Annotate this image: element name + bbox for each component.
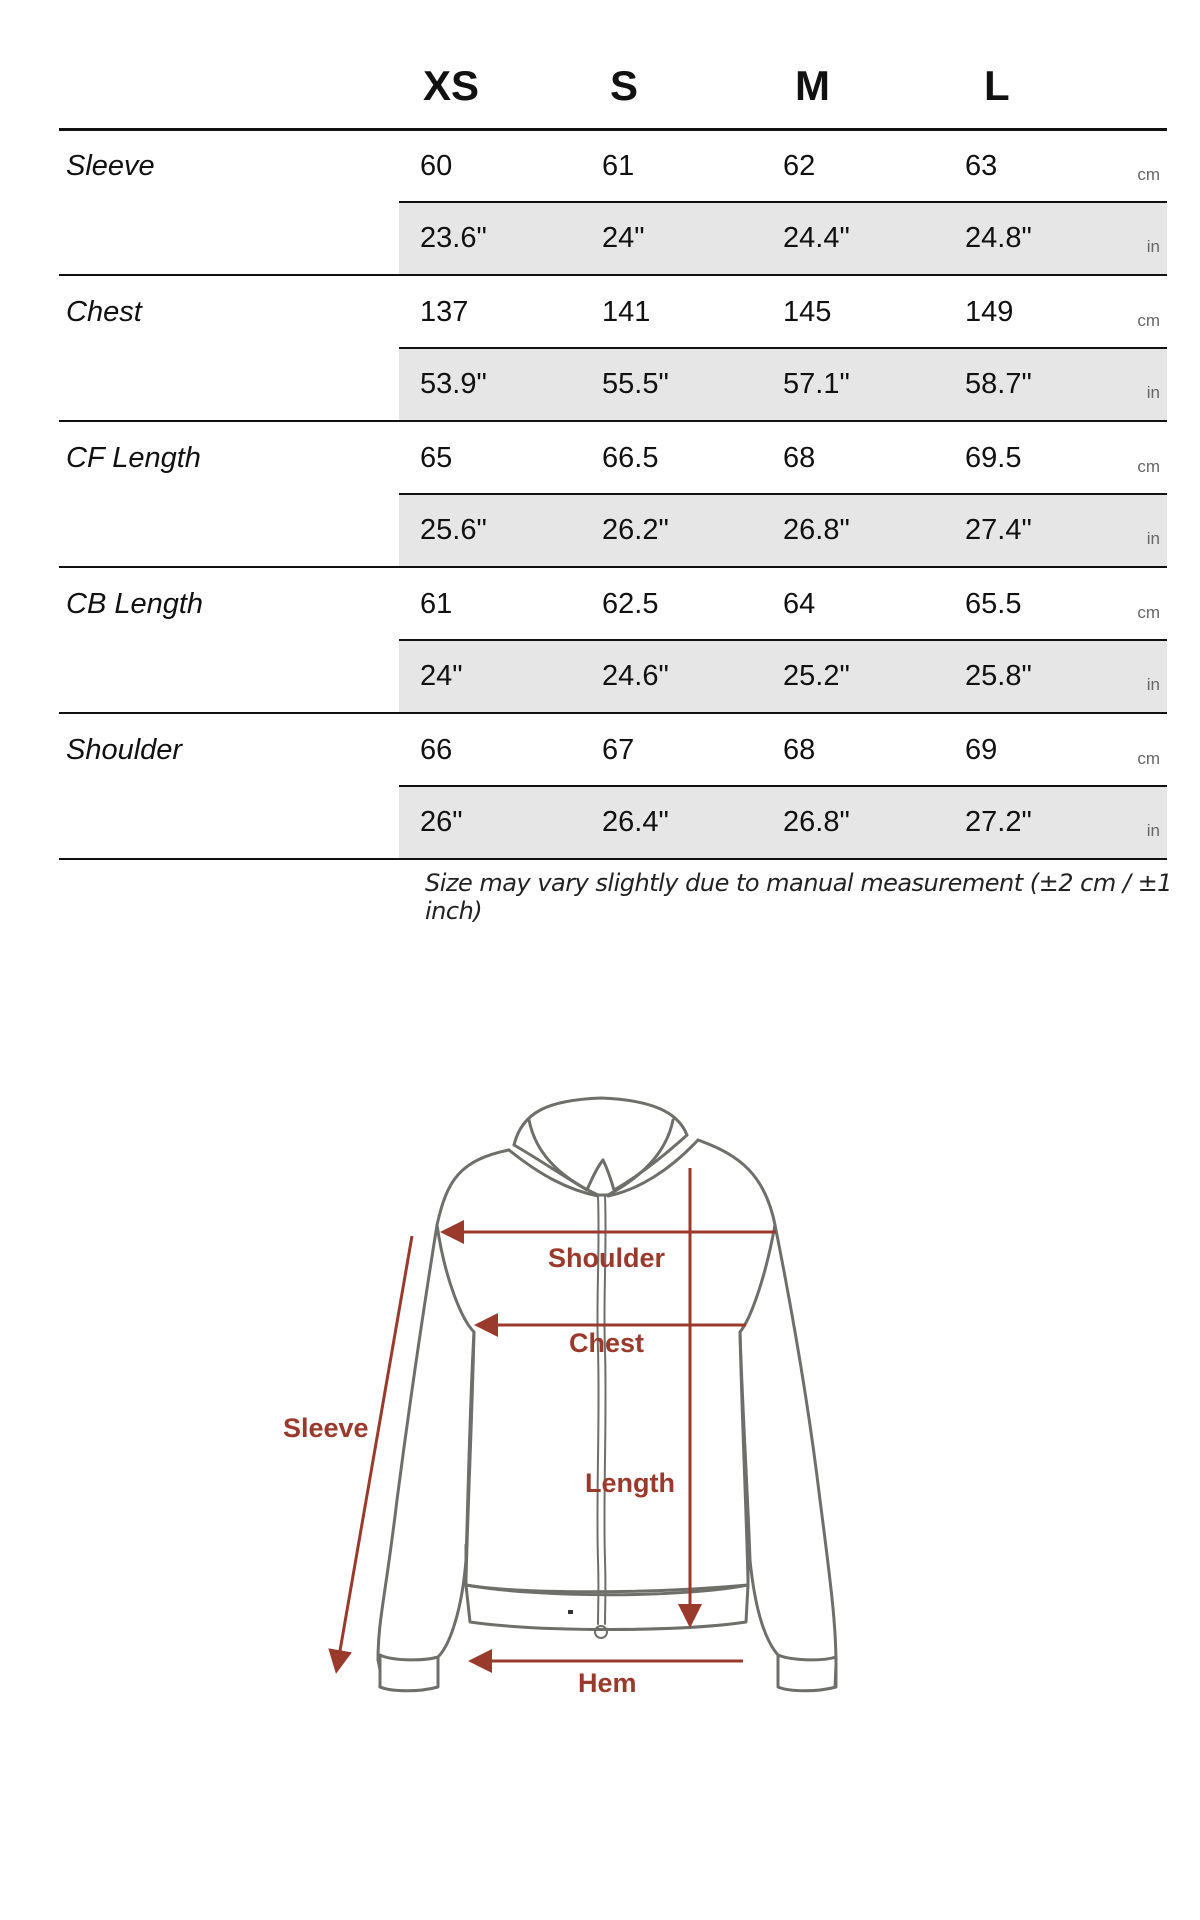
- cell-value: 66.5: [602, 442, 659, 474]
- cell-value: 26.2": [602, 514, 669, 546]
- cell-value: 61: [602, 150, 635, 182]
- cell-value: 24": [602, 222, 645, 254]
- unit-label-cm: cm: [1137, 457, 1160, 476]
- cell-value: 26.8": [783, 514, 850, 546]
- unit-label-in: in: [1146, 237, 1160, 256]
- cell-value: 25.8": [965, 660, 1032, 692]
- cell-value: 27.4": [965, 514, 1032, 546]
- size-header-s: S: [610, 62, 639, 109]
- diagram-label-shoulder: Shoulder: [548, 1243, 666, 1273]
- cell-value: 25.6": [420, 514, 487, 546]
- cell-value: 65.5: [965, 588, 1022, 620]
- measure-label-chest: Chest: [66, 296, 142, 328]
- size-header-l: L: [984, 62, 1010, 109]
- cell-value: 57.1": [783, 368, 850, 400]
- diagram-label-length: Length: [585, 1468, 675, 1498]
- cell-value: 62: [783, 150, 816, 182]
- cell-value: 66: [420, 734, 453, 766]
- cell-value: 141: [602, 296, 651, 328]
- cell-value: 24.6": [602, 660, 669, 692]
- measurement-note: Size may vary slightly due to manual measurement (±2 cm / ±1 inch): [425, 869, 1172, 925]
- measure-label-shoulder: Shoulder: [66, 734, 183, 766]
- unit-label-cm: cm: [1137, 749, 1160, 768]
- cell-value: 65: [420, 442, 453, 474]
- cell-value: 67: [602, 734, 635, 766]
- unit-label-in: in: [1146, 675, 1160, 694]
- cell-value: 61: [420, 588, 453, 620]
- cell-value: 27.2": [965, 806, 1032, 838]
- diagram-label-sleeve: Sleeve: [283, 1413, 369, 1443]
- unit-label-cm: cm: [1137, 603, 1160, 622]
- cell-value: 24": [420, 660, 463, 692]
- unit-label-in: in: [1146, 821, 1160, 840]
- cell-value: 24.8": [965, 222, 1032, 254]
- hoodie-outline: [378, 1098, 836, 1691]
- cell-value: 60: [420, 150, 453, 182]
- cell-value: 62.5: [602, 588, 659, 620]
- cell-value: 63: [965, 150, 998, 182]
- cell-value: 26": [420, 806, 463, 838]
- cell-value: 68: [783, 734, 816, 766]
- diagram-label-hem: Hem: [578, 1668, 637, 1698]
- cell-value: 58.7": [965, 368, 1032, 400]
- unit-label-cm: cm: [1137, 311, 1160, 330]
- size-header-xs: XS: [423, 62, 480, 109]
- cell-value: 69.5: [965, 442, 1022, 474]
- cell-value: 145: [783, 296, 832, 328]
- measure-label-cf-length: CF Length: [66, 442, 201, 474]
- cell-value: 55.5": [602, 368, 669, 400]
- cell-value: 149: [965, 296, 1014, 328]
- size-header-m: M: [795, 62, 830, 109]
- cell-value: 25.2": [783, 660, 850, 692]
- cell-value: 68: [783, 442, 816, 474]
- cell-value: 24.4": [783, 222, 850, 254]
- cell-value: 53.9": [420, 368, 487, 400]
- cell-value: 26.8": [783, 806, 850, 838]
- measure-label-cb-length: CB Length: [66, 588, 204, 620]
- unit-label-cm: cm: [1137, 165, 1160, 184]
- cell-value: 69: [965, 734, 998, 766]
- sleeve-arrow: [337, 1236, 412, 1668]
- measure-label-sleeve: Sleeve: [66, 150, 155, 182]
- unit-label-in: in: [1146, 383, 1160, 402]
- diagram-label-chest: Chest: [569, 1328, 645, 1358]
- cell-value: 137: [420, 296, 469, 328]
- cell-value: 64: [783, 588, 816, 620]
- cell-value: 23.6": [420, 222, 487, 254]
- unit-label-in: in: [1146, 529, 1160, 548]
- cell-value: 26.4": [602, 806, 669, 838]
